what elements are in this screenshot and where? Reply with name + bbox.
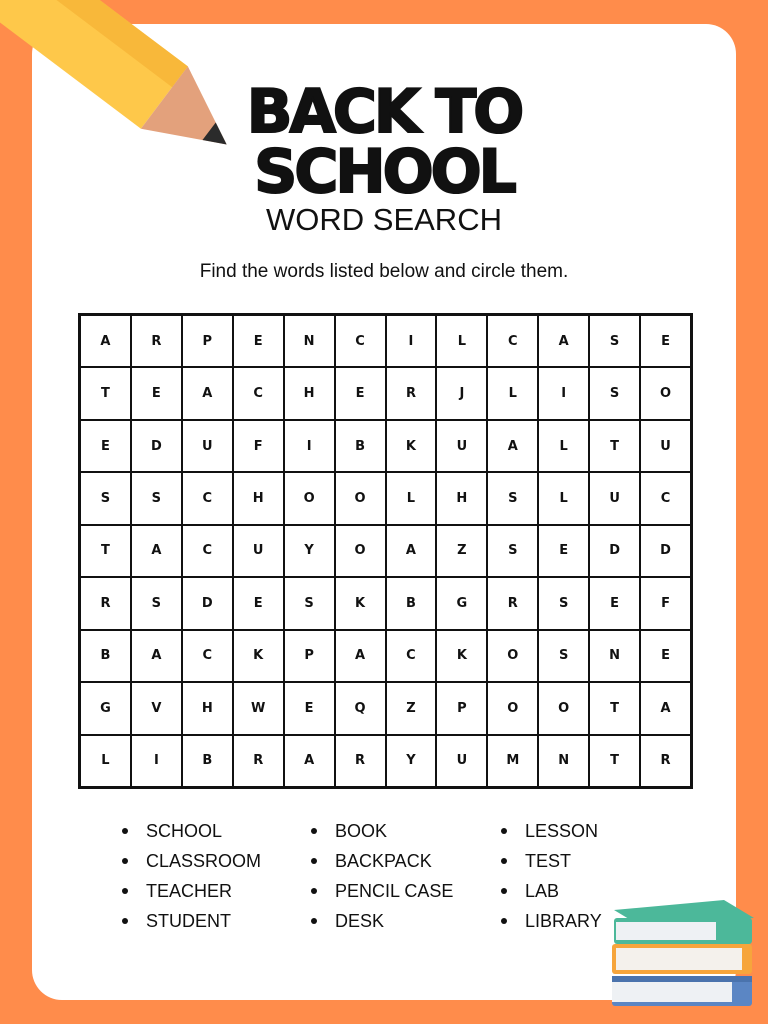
grid-cell[interactable]: S: [539, 631, 588, 681]
grid-cell[interactable]: R: [81, 578, 130, 628]
grid-cell[interactable]: S: [488, 526, 537, 576]
grid-cell[interactable]: N: [590, 631, 639, 681]
word-list-item: TEACHER: [118, 878, 261, 908]
title-line-2: SCHOOL: [254, 137, 514, 207]
grid-cell[interactable]: R: [488, 578, 537, 628]
grid-cell[interactable]: C: [387, 631, 436, 681]
grid-cell[interactable]: O: [336, 473, 385, 523]
grid-cell[interactable]: O: [488, 631, 537, 681]
grid-cell[interactable]: A: [81, 316, 130, 366]
grid-cell[interactable]: C: [336, 316, 385, 366]
grid-cell[interactable]: D: [132, 421, 181, 471]
grid-cell[interactable]: A: [132, 631, 181, 681]
grid-cell[interactable]: R: [336, 736, 385, 786]
grid-cell[interactable]: S: [132, 473, 181, 523]
word-list-item: SCHOOL: [118, 818, 261, 848]
grid-cell[interactable]: G: [81, 683, 130, 733]
grid-cell[interactable]: A: [285, 736, 334, 786]
grid-cell[interactable]: H: [183, 683, 232, 733]
word-search-grid: [78, 313, 693, 789]
grid-cell[interactable]: C: [183, 526, 232, 576]
grid-cell[interactable]: W: [234, 683, 283, 733]
books-stack-icon: [606, 896, 756, 1014]
grid-cell[interactable]: E: [539, 526, 588, 576]
grid-cell[interactable]: T: [590, 421, 639, 471]
grid-cell[interactable]: A: [387, 526, 436, 576]
grid-cell[interactable]: B: [336, 421, 385, 471]
grid-cell[interactable]: A: [132, 526, 181, 576]
grid-cell[interactable]: H: [234, 473, 283, 523]
grid-cell[interactable]: U: [590, 473, 639, 523]
grid-cell[interactable]: I: [539, 368, 588, 418]
grid-cell[interactable]: C: [183, 473, 232, 523]
grid-cell[interactable]: Q: [336, 683, 385, 733]
grid-cell[interactable]: E: [336, 368, 385, 418]
grid-cell[interactable]: U: [234, 526, 283, 576]
word-list-item: LIBRARY: [497, 908, 602, 938]
grid-cell[interactable]: R: [641, 736, 690, 786]
grid-cell[interactable]: L: [387, 473, 436, 523]
grid-cell[interactable]: E: [590, 578, 639, 628]
word-list-column-3: [497, 818, 602, 938]
grid-cell[interactable]: B: [81, 631, 130, 681]
grid-cell[interactable]: I: [285, 421, 334, 471]
grid-cell[interactable]: U: [437, 421, 486, 471]
grid-cell[interactable]: S: [590, 316, 639, 366]
word-list-item: LAB: [497, 878, 602, 908]
word-list-item: DESK: [307, 908, 453, 938]
grid-cell[interactable]: O: [336, 526, 385, 576]
grid-cell[interactable]: T: [590, 683, 639, 733]
word-list-item: LESSON: [497, 818, 602, 848]
grid-cell[interactable]: J: [437, 368, 486, 418]
grid-cell[interactable]: H: [437, 473, 486, 523]
word-list-column-1: [118, 818, 261, 938]
grid-cell[interactable]: R: [132, 316, 181, 366]
grid-cell[interactable]: H: [285, 368, 334, 418]
grid-cell[interactable]: K: [234, 631, 283, 681]
grid-cell[interactable]: I: [387, 316, 436, 366]
grid-cell[interactable]: S: [285, 578, 334, 628]
grid-cell[interactable]: E: [285, 683, 334, 733]
grid-cell[interactable]: P: [285, 631, 334, 681]
grid-cell[interactable]: A: [539, 316, 588, 366]
instructions-text: Find the words listed below and circle them.: [199, 261, 569, 282]
grid-cell[interactable]: Y: [387, 736, 436, 786]
word-list-item: BOOK: [307, 818, 453, 848]
grid-cell[interactable]: A: [183, 368, 232, 418]
word-list-item: CLASSROOM: [118, 848, 261, 878]
word-list-item: STUDENT: [118, 908, 261, 938]
grid-cell[interactable]: G: [437, 578, 486, 628]
grid-cell[interactable]: Y: [285, 526, 334, 576]
grid-cell[interactable]: O: [539, 683, 588, 733]
grid-cell[interactable]: S: [590, 368, 639, 418]
grid-cell[interactable]: B: [183, 736, 232, 786]
grid-cell[interactable]: C: [488, 316, 537, 366]
grid-cell[interactable]: E: [234, 578, 283, 628]
grid-cell[interactable]: U: [641, 421, 690, 471]
grid-cell[interactable]: L: [81, 736, 130, 786]
grid-cell[interactable]: F: [641, 578, 690, 628]
grid-cell[interactable]: U: [183, 421, 232, 471]
grid-cell[interactable]: A: [488, 421, 537, 471]
grid-cell[interactable]: R: [387, 368, 436, 418]
grid-cell[interactable]: S: [132, 578, 181, 628]
grid-cell[interactable]: I: [132, 736, 181, 786]
grid-cell[interactable]: E: [132, 368, 181, 418]
grid-cell[interactable]: L: [437, 316, 486, 366]
grid-cell[interactable]: Z: [437, 526, 486, 576]
grid-cell[interactable]: D: [183, 578, 232, 628]
grid-cell[interactable]: L: [539, 421, 588, 471]
grid-cell[interactable]: E: [234, 316, 283, 366]
word-list-item: TEST: [497, 848, 602, 878]
grid-cell[interactable]: T: [81, 526, 130, 576]
title-line-1: BACK TO: [246, 77, 522, 147]
grid-cell[interactable]: S: [81, 473, 130, 523]
grid-cell[interactable]: D: [641, 526, 690, 576]
grid-cell[interactable]: N: [285, 316, 334, 366]
word-list-item: PENCIL CASE: [307, 878, 453, 908]
grid-cell[interactable]: P: [437, 683, 486, 733]
grid-cell[interactable]: C: [641, 473, 690, 523]
word-list-item: BACKPACK: [307, 848, 453, 878]
grid-cell[interactable]: B: [387, 578, 436, 628]
grid-cell[interactable]: P: [183, 316, 232, 366]
grid-cell[interactable]: U: [437, 736, 486, 786]
grid-cell[interactable]: C: [234, 368, 283, 418]
grid-cell[interactable]: O: [285, 473, 334, 523]
grid-cell[interactable]: S: [539, 578, 588, 628]
grid-cell[interactable]: F: [234, 421, 283, 471]
grid-cell[interactable]: M: [488, 736, 537, 786]
grid-cell[interactable]: R: [234, 736, 283, 786]
grid-cell[interactable]: S: [488, 473, 537, 523]
grid-cell[interactable]: V: [132, 683, 181, 733]
grid-cell[interactable]: K: [336, 578, 385, 628]
grid-cell[interactable]: K: [437, 631, 486, 681]
grid-cell[interactable]: L: [488, 368, 537, 418]
grid-cell[interactable]: E: [641, 316, 690, 366]
grid-cell[interactable]: L: [539, 473, 588, 523]
word-list-column-2: [307, 818, 453, 938]
grid-cell[interactable]: A: [641, 683, 690, 733]
grid-cell[interactable]: D: [590, 526, 639, 576]
grid-cell[interactable]: N: [539, 736, 588, 786]
grid-cell[interactable]: Z: [387, 683, 436, 733]
grid-cell[interactable]: O: [488, 683, 537, 733]
grid-cell[interactable]: O: [641, 368, 690, 418]
grid-cell[interactable]: E: [641, 631, 690, 681]
grid-cell[interactable]: T: [590, 736, 639, 786]
grid-cell[interactable]: T: [81, 368, 130, 418]
grid-cell[interactable]: C: [183, 631, 232, 681]
subtitle: WORD SEARCH: [266, 202, 502, 237]
grid-cell[interactable]: K: [387, 421, 436, 471]
grid-cell[interactable]: A: [336, 631, 385, 681]
grid-cell[interactable]: E: [81, 421, 130, 471]
